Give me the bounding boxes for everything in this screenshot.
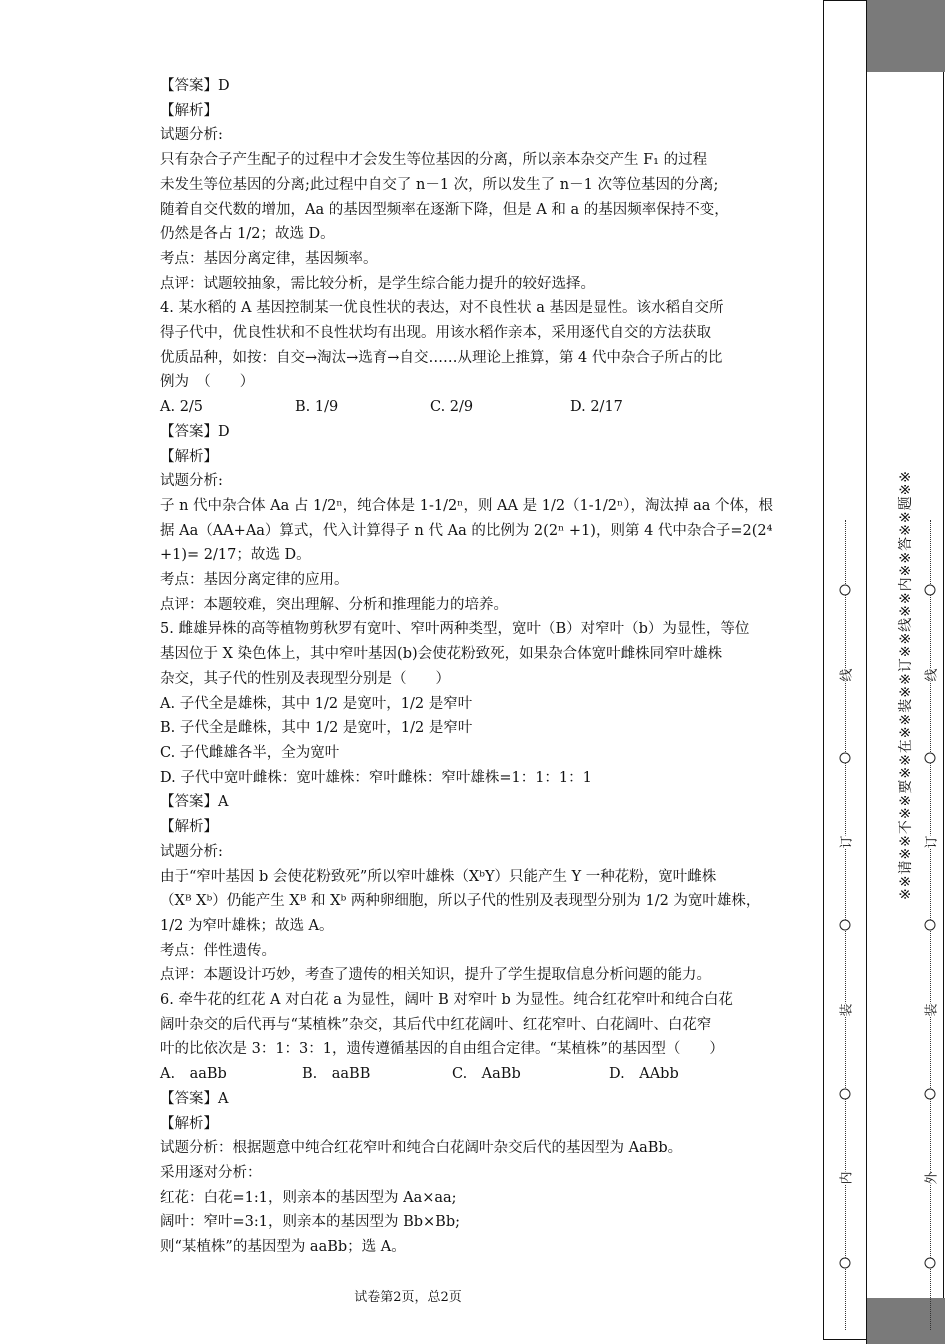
inner-mark-zhuang: 装: [835, 1003, 856, 1016]
text-line: A. 子代全是雄株，其中 1/2 是宽叶，1/2 是窄叶: [160, 695, 473, 712]
text-line: 【答案】A: [160, 1090, 229, 1107]
q4-option-c: C. 2/9: [430, 399, 474, 416]
text-line: 子 n 代中杂合体 Aa 占 1/2ⁿ，纯合体是 1-1/2ⁿ，则 AA 是 1/2（1-1/2ⁿ），淘汰掉 aa 个体，根: [160, 497, 774, 514]
binding-hole: [840, 920, 851, 931]
text-line: 仍然是各占 1/2；故选 D。: [160, 226, 335, 243]
page-footer: 试卷第2页，总2页: [354, 1290, 462, 1305]
text-line: 6. 牵牛花的红花 A 对白花 a 为显性，阔叶 B 对窄叶 b 为显性。纯合红花窄叶和纯合白花: [160, 992, 733, 1009]
solution-q6-block: [160, 1087, 800, 1260]
outer-mark-zhuang: 装: [920, 1003, 941, 1016]
binding-hole: [840, 1089, 851, 1100]
text-line: 【解析】: [160, 102, 218, 119]
binding-hole: [840, 753, 851, 764]
binding-hole: [840, 585, 851, 596]
binding-grey-top: [866, 0, 945, 72]
text-line: 试题分析:: [160, 127, 223, 144]
text-line: 红花：白花=1:1，则亲本的基因型为 Aa×aa;: [160, 1189, 457, 1206]
binding-hole: [925, 920, 936, 931]
text-line: C. 子代雌雄各半，全为宽叶: [160, 744, 340, 761]
text-line: 点评：本题较难，突出理解、分析和推理能力的培养。: [160, 596, 508, 613]
text-line: 未发生等位基因的分离;此过程中自交了 n－1 次，所以发生了 n－1 次等位基因的分离;: [160, 176, 719, 193]
text-line: 考点：伴性遗传。: [160, 942, 276, 959]
text-line: 例为 （ ）: [160, 374, 255, 391]
binding-hole: [840, 1258, 851, 1269]
text-line: 得子代中，优良性状和不良性状均有出现。用该水稻作亲本，采用逐代自交的方法获取: [160, 325, 711, 342]
text-line: （Xᴮ Xᵇ）仍能产生 Xᴮ 和 Xᵇ 两种卵细胞，所以子代的性别及表现型分别为 1/2 为宽叶雄株，: [160, 893, 761, 910]
text-line: 叶的比依次是 3：1：3：1，遗传遵循基因的自由组合定律。“某植株”的基因型（ ）: [160, 1041, 724, 1058]
q6-option-b: B. aaBB: [302, 1066, 371, 1083]
text-line: 阔叶：窄叶=3:1，则亲本的基因型为 Bb×Bb;: [160, 1214, 461, 1231]
text-line: 【答案】D: [160, 423, 230, 440]
text-line: 只有杂合子产生配子的过程中才会发生等位基因的分离，所以亲本杂交产生 F₁ 的过程: [160, 152, 708, 169]
binding-hole: [925, 1258, 936, 1269]
text-line: 试题分析:: [160, 843, 223, 860]
text-line: 4. 某水稻的 A 基因控制某一优良性状的表达，对不良性状 a 基因是显性。该水稻自交所: [160, 300, 724, 317]
text-line: 点评：本题设计巧妙，考查了遗传的相关知识，提升了学生提取信息分析问题的能力。: [160, 967, 711, 984]
text-line: 杂交，其子代的性别及表现型分别是（ ）: [160, 670, 450, 687]
text-line: 考点：基因分离定律，基因频率。: [160, 250, 378, 267]
solution-q4-q6-block: [160, 420, 800, 1062]
text-line: 则“某植株”的基因型为 aaBb；选 A。: [160, 1239, 406, 1256]
text-line: 优质品种，如按：自交→淘汰→选育→自交……从理论上推算，第 4 代中杂合子所占的比: [160, 349, 723, 366]
text-line: 阔叶杂交的后代再与“某植株”杂交，其后代中红花阔叶、红花窄叶、白花阔叶、白花窄: [160, 1016, 712, 1033]
q6-option-a: A. aaBb: [160, 1066, 227, 1083]
inner-mark-nei: 内: [835, 1171, 856, 1184]
binding-hole: [925, 585, 936, 596]
inner-mark-xian: 线: [835, 668, 856, 681]
binding-hole: [925, 1089, 936, 1100]
solution-q3-block: [160, 74, 800, 395]
q4-option-d: D. 2/17: [570, 399, 623, 416]
outer-mark-xian: 线: [920, 668, 941, 681]
text-line: D. 子代中宽叶雌株：宽叶雄株：窄叶雌株：窄叶雄株=1：1：1：1: [160, 769, 592, 786]
text-line: 【解析】: [160, 448, 218, 465]
text-line: 由于“窄叶基因 b 会使花粉致死”所以窄叶雄株（XᵇY）只能产生 Y 一种花粉，宽叶雌株: [160, 868, 717, 885]
outer-mark-ding: 订: [920, 835, 941, 848]
text-line: 考点：基因分离定律的应用。: [160, 572, 349, 589]
text-line: 【答案】A: [160, 794, 229, 811]
text-line: 采用逐对分析：: [160, 1164, 262, 1181]
text-line: 随着自交代数的增加，Aa 的基因型频率在逐渐下降，但是 A 和 a 的基因频率保持不变，: [160, 201, 729, 218]
text-line: 1/2 为窄叶雄株；故选 A。: [160, 917, 334, 934]
text-line: 据 Aa（AA+Aa）算式，代入计算得子 n 代 Aa 的比例为 2(2ⁿ +1)，则第 4 代中杂合子=2(2⁴: [160, 522, 773, 539]
q4-option-a: A. 2/5: [160, 399, 204, 416]
text-line: 点评：试题较抽象，需比较分析，是学生综合能力提升的较好选择。: [160, 275, 595, 292]
q6-options: [160, 1062, 800, 1087]
q6-option-c: C. AaBb: [452, 1066, 521, 1083]
text-line: B. 子代全是雌株，其中 1/2 是宽叶，1/2 是窄叶: [160, 720, 473, 737]
text-line: 【答案】D: [160, 78, 230, 94]
q4-options: [160, 395, 800, 420]
text-line: 试题分析:: [160, 473, 223, 490]
text-line: +1)= 2/17；故选 D。: [160, 547, 311, 564]
outer-mark-wai: 外: [920, 1171, 941, 1184]
q4-option-b: B. 1/9: [295, 399, 339, 416]
text-line: 试题分析：根据题意中纯合红花窄叶和纯合白花阔叶杂交后代的基因型为 AaBb。: [160, 1140, 683, 1157]
document-body: [160, 74, 800, 1260]
q6-option-d: D. AAbb: [609, 1066, 679, 1083]
text-line: 【解析】: [160, 819, 218, 836]
binding-hole: [925, 753, 936, 764]
text-line: 5. 雌雄异株的高等植物剪秋罗有宽叶、窄叶两种类型，宽叶（B）对窄叶（b）为显性，等位: [160, 621, 750, 638]
binding-grey-bottom: [866, 1298, 945, 1344]
binding-notice: ※※请※※不※※要※※在※※装※※订※※线※※内※※答※※题※※: [898, 469, 914, 901]
text-line: 基因位于 X 染色体上，其中窄叶基因(b)会使花粉致死，如果杂合体宽叶雌株同窄叶雄株: [160, 646, 723, 663]
inner-mark-ding: 订: [835, 835, 856, 848]
text-line: 【解析】: [160, 1115, 218, 1132]
